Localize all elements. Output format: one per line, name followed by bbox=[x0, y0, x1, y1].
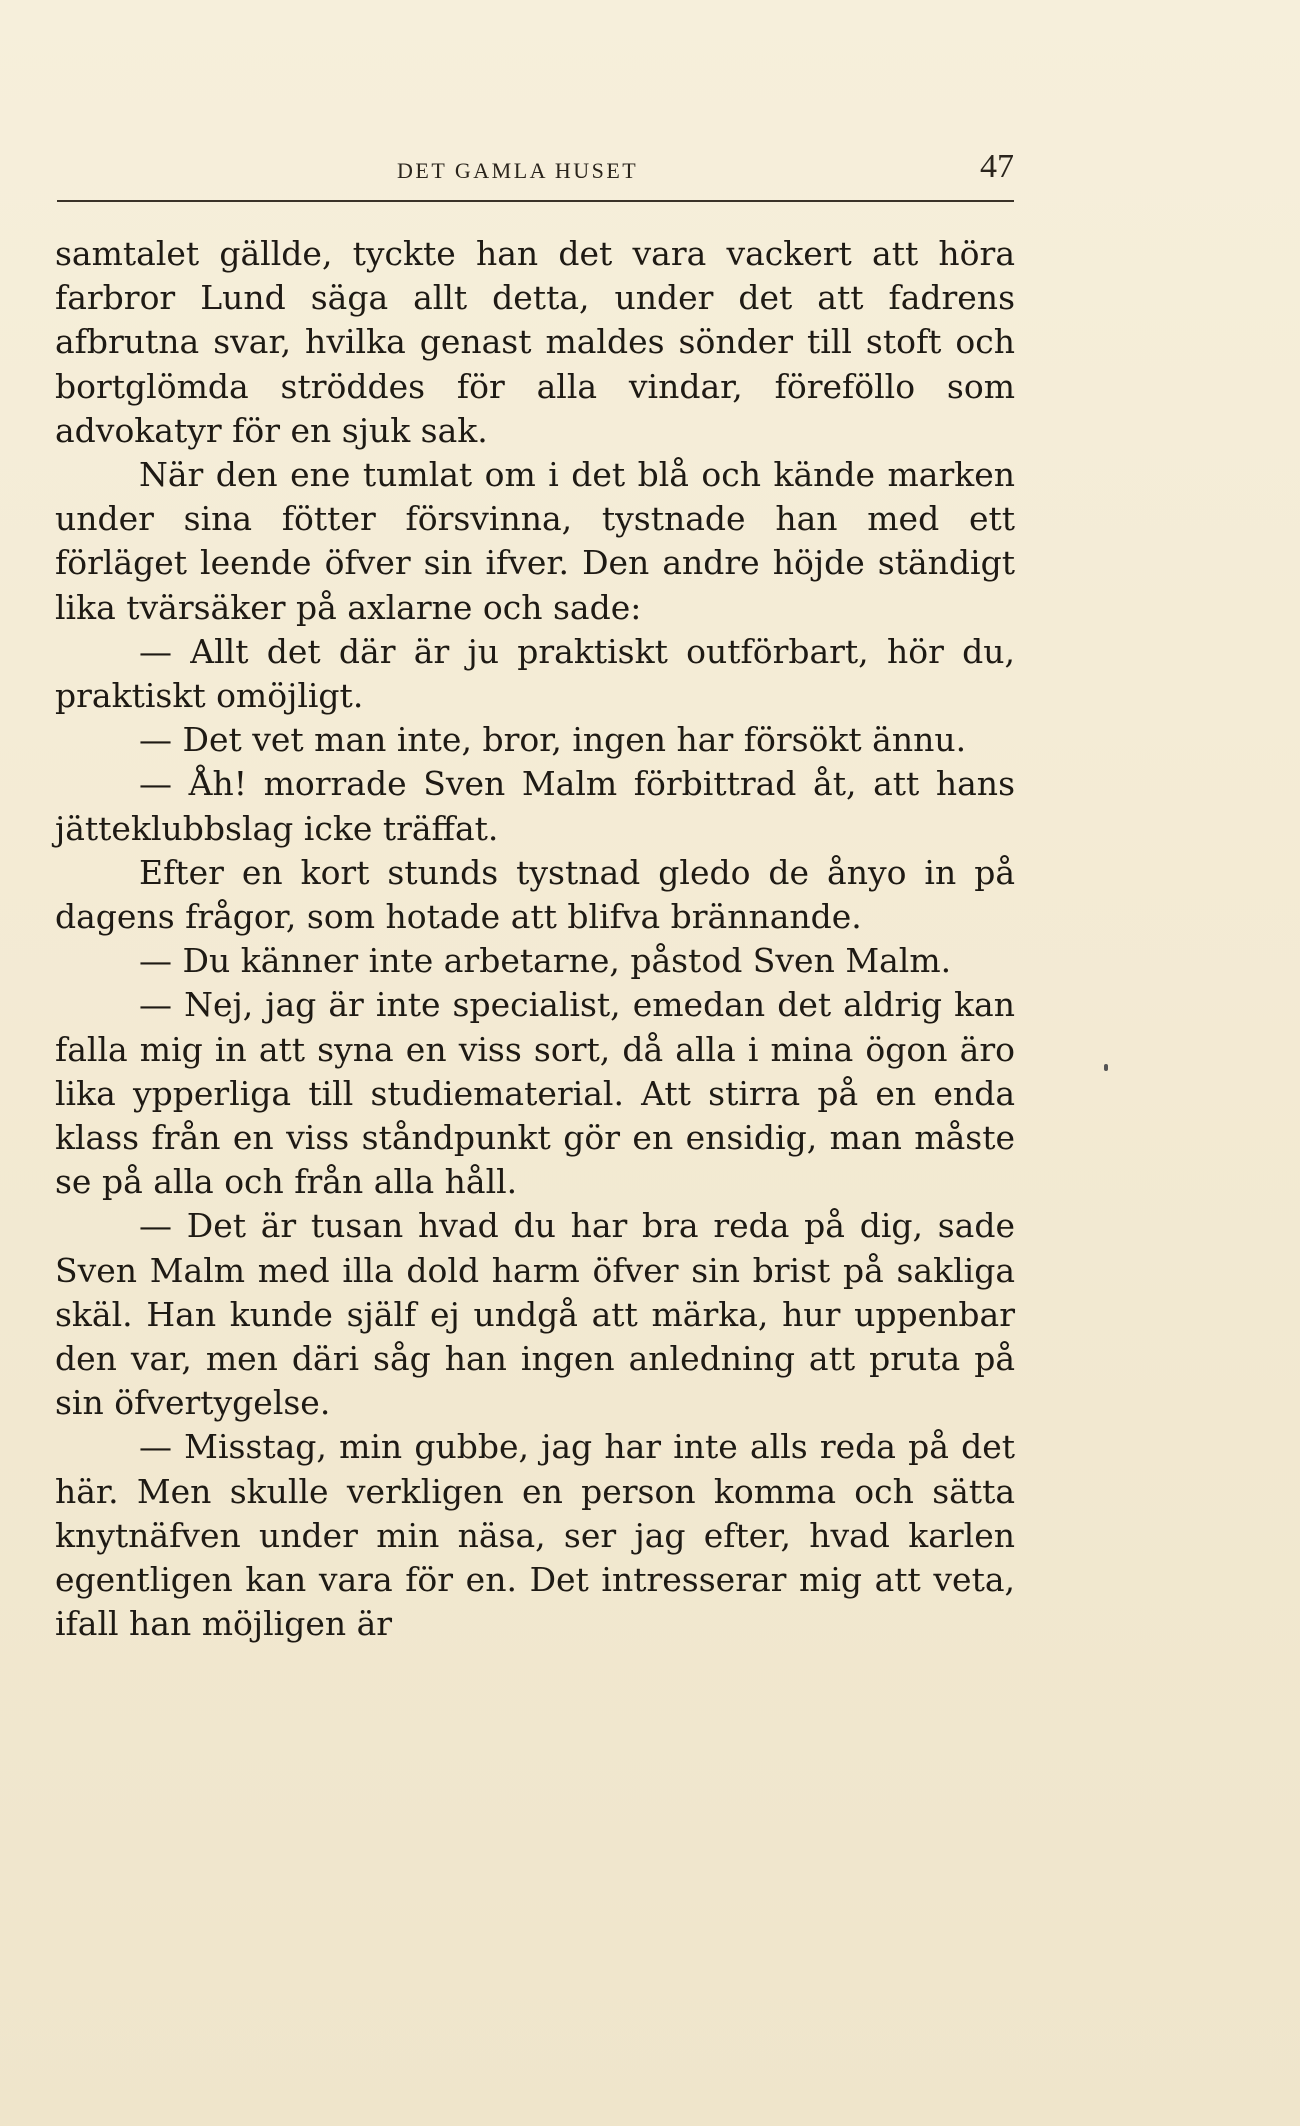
header-rule bbox=[57, 200, 1014, 202]
page-number: 47 bbox=[980, 148, 1014, 185]
page-header bbox=[57, 148, 1014, 192]
paragraph: När den ene tumlat om i det blå och kände marken under sina fötter försvinna, tystnade han med ett förläget leende öfver sin ifver. Den andre höjde ständigt lika tvärsäker på axlarne och sade: bbox=[55, 455, 1015, 627]
paragraph: — Du känner inte arbetarne, påstod Sven Malm. bbox=[139, 941, 952, 981]
body-text bbox=[55, 232, 1015, 1647]
paragraph: samtalet gällde, tyckte han det vara vackert att höra farbror Lund säga allt detta, under det att fadrens afbrutna svar, hvilka genast maldes sönder till stoft och bortglömda ströddes för alla vindar, föreföllo som advokatyr för en sjuk sak. bbox=[55, 234, 1015, 450]
paragraph: Efter en kort stunds tystnad gledo de ånyo in på dagens frågor, som hotade att blifva brännande. bbox=[55, 852, 1015, 937]
running-title: DET GAMLA HUSET bbox=[397, 158, 639, 183]
paragraph: — Det vet man inte, bror, ingen har försökt ännu. bbox=[139, 720, 967, 760]
paragraph: — Åh! morrade Sven Malm förbittrad åt, att hans jätteklubbslag icke träffat. bbox=[55, 764, 1015, 848]
paragraph: — Nej, jag är inte specialist, emedan det aldrig kan falla mig in att syna en viss sort, då alla i mina ögon äro lika ypperliga till studiematerial. Att stirra på en enda klass från en viss ståndpunkt gör en ensidig, man måste se på alla och från alla håll. bbox=[55, 985, 1015, 1202]
paragraph: — Allt det där är ju praktiskt outförbart, hör du, praktiskt omöjligt. bbox=[55, 631, 1015, 716]
margin-speck bbox=[1104, 1064, 1108, 1071]
paragraph: — Misstag, min gubbe, jag har inte alls reda på det här. Men skulle verkligen en person komma och sätta knytnäfven under min näsa, ser jag efter, hvad karlen egentligen kan vara för en. Det intresserar mig att veta, ifall han möjligen är bbox=[55, 1427, 1015, 1644]
paragraph: — Det är tusan hvad du har bra reda på dig, sade Sven Malm med illa dold harm öfver sin brist på sakliga skäl. Han kunde själf ej undgå att märka, hur uppenbar den var, men däri såg han ingen anledning att pruta på sin öfvertygelse. bbox=[55, 1206, 1015, 1423]
